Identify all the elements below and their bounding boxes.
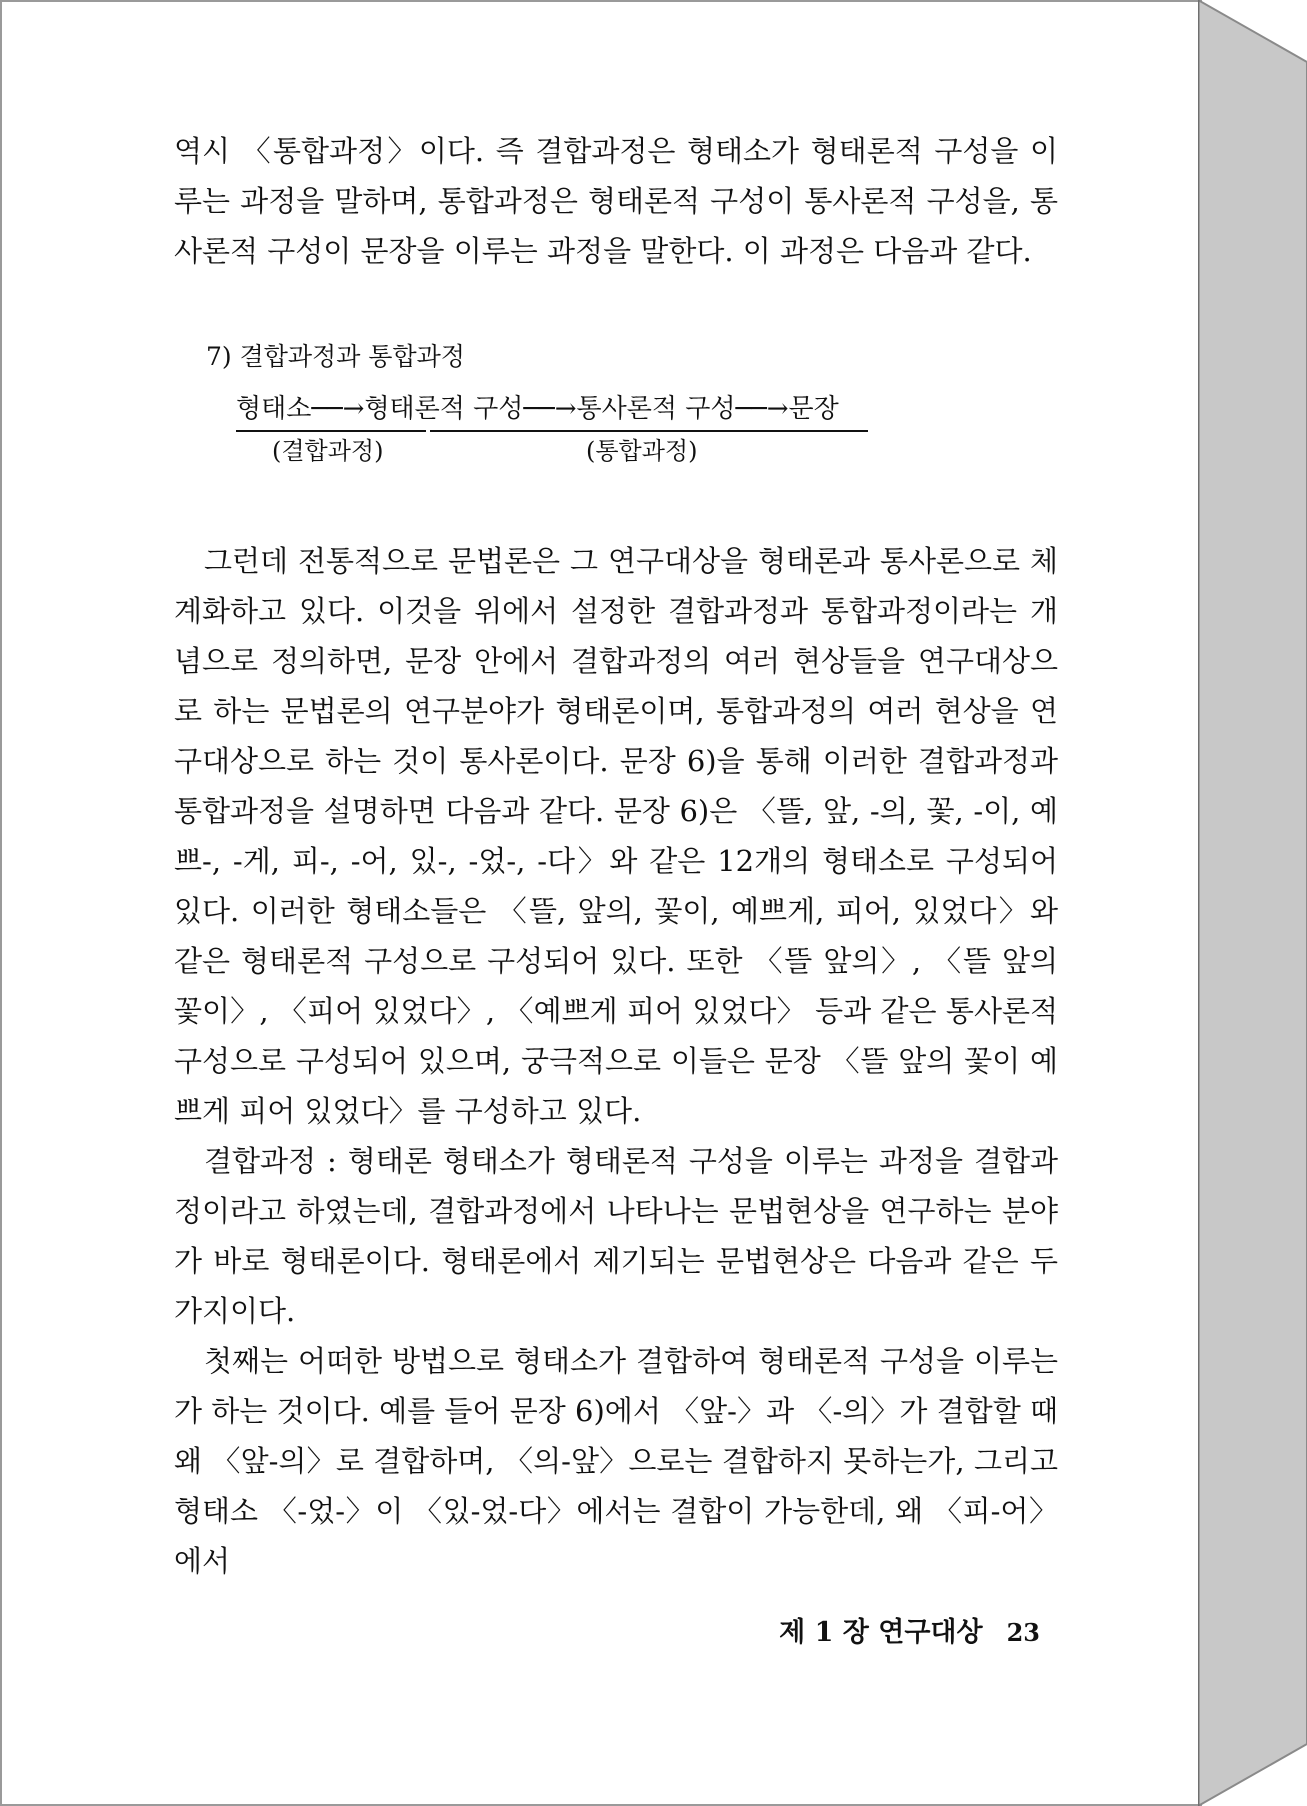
paragraph: 첫째는 어떠한 방법으로 형태소가 결합하여 형태론적 구성을 이루는가 하는 것이다. 예를 들어 문장 6)에서 〈앞-〉과 〈-의〉가 결합할 때 왜 〈앞-의〉로 결합하며, 〈의-앞〉으로는 결합하지 못하는가, 그리고 형태소 〈-었-〉이 〈있-었-다〉에서는 결합이 가능한데, 왜 〈피-어〉에서 bbox=[174, 1344, 1058, 1578]
process-flow: 형태소──→형태론적 구성──→통사론적 구성──→문장 bbox=[236, 394, 839, 424]
chapter-title: 제 1 장 연구대상 bbox=[779, 1617, 983, 1648]
caption-integration: (통합과정) bbox=[586, 437, 698, 465]
right-bracket-line bbox=[430, 430, 868, 432]
paragraph: 역시 〈통합과정〉이다. 즉 결합과정은 형태소가 형태론적 구성을 이루는 과정을 말하며, 통합과정은 형태론적 구성이 통사론적 구성을, 통사론적 구성이 문장을 이루는 과정을 말한다. 이 과정은 다음과 같다. bbox=[174, 134, 1058, 268]
running-footer bbox=[779, 1610, 1040, 1649]
top-paragraph bbox=[174, 126, 1058, 276]
page-stack-edge bbox=[1198, 0, 1307, 1806]
left-bracket-line bbox=[236, 430, 426, 432]
paragraph: 그런데 전통적으로 문법론은 그 연구대상을 형태론과 통사론으로 체계화하고 있다. 이것을 위에서 설정한 결합과정과 통합과정이라는 개념으로 정의하면, 문장 안에서 결합과정의 여러 현상들을 연구대상으로 하는 문법론의 연구분야가 형태론이며, 통합과정의 여러 현상을 연구대상으로 하는 것이 통사론이다. 문장 6)을 통해 이러한 결합과정과 통합과정을 설명하면 다음과 같다. 문장 6)은 〈뜰, 앞, -의, 꽃, -이, 예쁘-, -게, 피-, -어, 있-, -었-, -다〉와 같은 12개의 형태소로 구성되어 있다. 이러한 형태소들은 〈뜰, 앞의, 꽃이, 예쁘게, 피어, 있었다〉와 같은 형태론적 구성으로 구성되어 있다. 또한 〈뜰 앞의〉, 〈뜰 앞의 꽃이〉, 〈피어 있었다〉, 〈예쁘게 피어 있었다〉 등과 같은 통사론적 구성으로 구성되어 있으며, 궁극적으로 이들은 문장 〈뜰 앞의 꽃이 예쁘게 피어 있었다〉를 구성하고 있다. bbox=[174, 544, 1058, 1128]
paragraph: 결합과정 : 형태론 형태소가 형태론적 구성을 이루는 과정을 결합과정이라고 하였는데, 결합과정에서 나타나는 문법현상을 연구하는 분야가 바로 형태론이다. 형태론에서 제기되는 문법현상은 다음과 같은 두 가지이다. bbox=[174, 1144, 1058, 1328]
caption-combination: (결합과정) bbox=[272, 437, 384, 465]
example-title: 7) 결합과정과 통합과정 bbox=[206, 342, 465, 371]
process-diagram bbox=[236, 392, 868, 472]
page-number: 23 bbox=[1006, 1618, 1040, 1647]
main-body bbox=[174, 536, 1058, 1586]
